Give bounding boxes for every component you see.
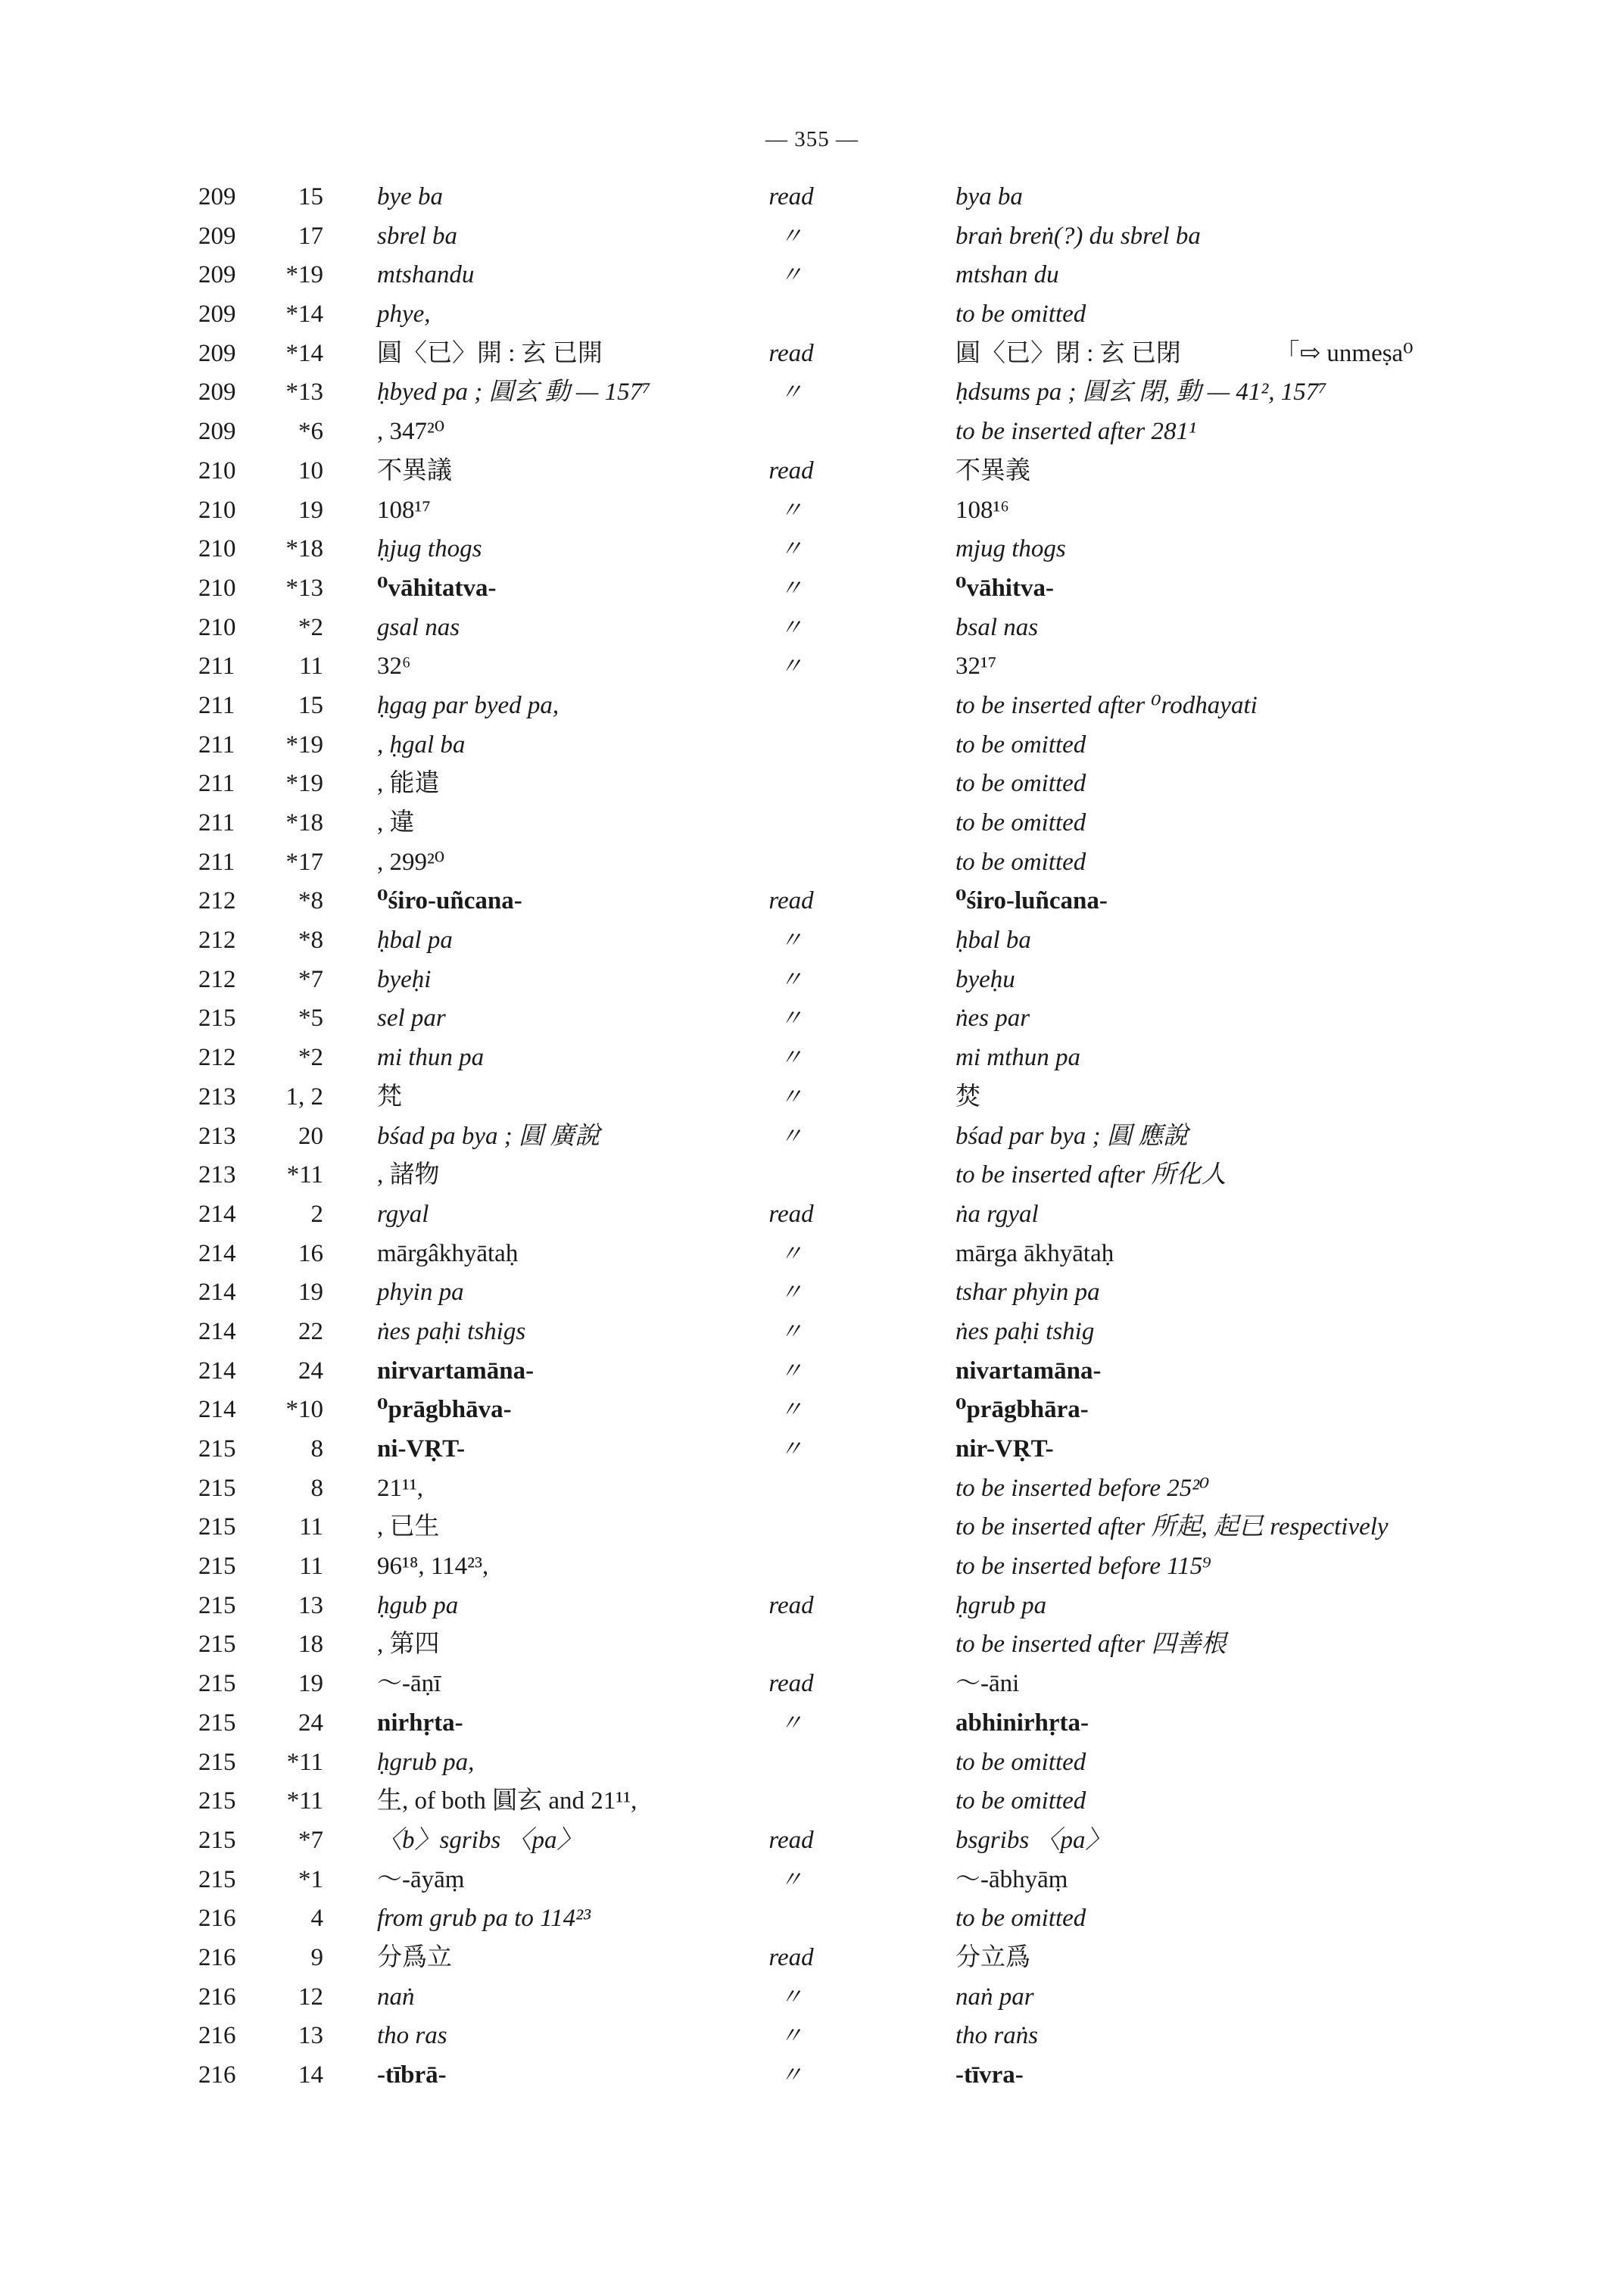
corrected-text: to be inserted after ⁰rodhayati [955,691,1258,719]
corrected-text: nir-VṚT- [955,1435,1054,1463]
original-text: ṅes paḥi tshigs [377,1317,526,1345]
original-text: 圓〈已〉開 : 玄 已開 [377,339,603,367]
correction-action: 〃 [780,1319,803,1344]
line-ref: 13 [298,2022,323,2050]
line-ref: *17 [285,848,323,876]
errata-row [0,726,1624,765]
line-ref: *11 [286,1787,323,1815]
original-text: , 能遣 [377,770,440,798]
corrected-text: to be inserted after 281¹ [955,418,1196,446]
corrected-text: braṅ breṅ(?) du sbrel ba [955,222,1201,250]
correction-action: 〃 [780,1358,803,1384]
corrected-text: to be omitted [955,1748,1086,1776]
line-ref: *11 [286,1748,323,1776]
page-ref: 213 [198,1161,236,1189]
original-text: , 299²⁰ [377,848,445,876]
errata-row [0,609,1624,648]
page-ref: 209 [198,339,236,367]
corrected-text: 32¹⁷ [955,653,997,681]
corrected-text: 108¹⁶ [955,496,1009,524]
correction-action: read [768,339,814,367]
page-ref: 211 [198,653,235,681]
page-ref: 215 [198,1670,236,1698]
line-ref: 2 [310,1200,323,1228]
errata-row [0,1430,1624,1469]
page-ref: 211 [198,691,235,719]
original-text: ⁰vāhitatva- [377,574,497,602]
original-text: phyin pa [377,1279,464,1307]
page-ref: 215 [198,1826,236,1854]
errata-row [0,1273,1624,1313]
errata-row [0,569,1624,609]
page-ref: 215 [198,1005,236,1033]
errata-row [0,1625,1624,1665]
page-ref: 215 [198,1591,236,1619]
original-text: bye ba [377,183,444,210]
line-ref: 11 [299,653,323,681]
correction-action: 〃 [780,380,803,406]
line-ref: *8 [298,887,323,915]
line-ref: 4 [310,1905,323,1933]
correction-action: 〃 [780,1710,803,1736]
line-ref: *2 [298,613,323,641]
corrected-text: to be inserted after 四善根 [955,1631,1227,1659]
original-text: ni-VṚT- [377,1435,466,1463]
corrected-text: to be omitted [955,301,1086,329]
page-ref: 215 [198,1787,236,1815]
line-ref: 24 [298,1709,323,1737]
line-ref: 15 [298,183,323,210]
correction-action: 〃 [780,2024,803,2049]
errata-row [0,882,1624,921]
errata-row [0,1743,1624,1783]
correction-action: 〃 [780,263,803,288]
errata-row [0,1547,1624,1587]
original-text: -tībrā- [377,2061,447,2089]
errata-row [0,1352,1624,1391]
corrected-text: to be omitted [955,770,1086,798]
line-ref: 8 [310,1435,323,1463]
page-ref: 210 [198,574,236,602]
page-ref: 215 [198,1513,236,1541]
original-text: 梵 [377,1083,402,1111]
corrected-text: ṅes par [955,1005,1030,1033]
line-ref: *2 [298,1044,323,1072]
errata-row [0,1861,1624,1900]
page-ref: 209 [198,183,236,210]
errata-row [0,530,1624,569]
page-ref: 214 [198,1239,236,1267]
page-ref: 211 [198,809,235,837]
line-ref: 16 [298,1239,323,1267]
line-ref: *10 [285,1396,323,1424]
original-text: ḥbal pa [377,927,453,955]
corrected-text: to be inserted before 115⁹ [955,1553,1211,1581]
corrected-text: ṅa rgyal [955,1200,1039,1228]
errata-row [0,999,1624,1039]
line-ref: 19 [298,1670,323,1698]
errata-row [0,335,1624,374]
corrected-text: tho raṅs [955,2022,1039,2050]
errata-row [0,413,1624,452]
original-text: 生, of both 圓玄 and 21¹¹, [377,1787,637,1815]
original-text: mārgâkhyātaḥ [377,1239,519,1267]
corrected-text: mi mthun pa [955,1044,1080,1072]
correction-action: 〃 [780,1241,803,1266]
page-ref: 216 [198,2061,236,2089]
page-ref: 211 [198,848,235,876]
corrected-text: to be omitted [955,1905,1086,1933]
line-ref: *14 [285,339,323,367]
corrected-text: naṅ par [955,1983,1034,2011]
errata-row [0,491,1624,531]
line-ref: 19 [298,1279,323,1307]
errata-row [0,452,1624,491]
errata-row [0,647,1624,687]
corrected-text: bsal nas [955,613,1039,641]
errata-row [0,373,1624,413]
errata-row [0,1821,1624,1861]
original-text: 〜-āyāṃ [377,1865,465,1893]
corrected-text: mtshan du [955,261,1059,289]
line-ref: 20 [298,1122,323,1150]
correction-action: read [768,1943,814,1971]
page-ref: 211 [198,731,235,759]
correction-action: read [768,456,814,484]
errata-row [0,1117,1624,1157]
corrected-text: byeḥu [955,965,1015,993]
line-ref: *18 [285,809,323,837]
correction-action: read [768,887,814,915]
errata-row [0,1508,1624,1547]
line-ref: *11 [286,1161,323,1189]
correction-action: 〃 [780,575,803,601]
corrected-text: 不異義 [955,456,1030,484]
corrected-text: to be inserted before 25²⁰ [955,1474,1210,1502]
page-ref: 215 [198,1474,236,1502]
page-ref: 216 [198,1905,236,1933]
original-text: 〈b〉sgribs 〈pa〉 [377,1826,582,1854]
corrected-text: bśad par bya ; 圓 應說 [955,1122,1189,1150]
original-text: byeḥi [377,965,432,993]
line-ref: *13 [285,379,323,407]
original-text: ḥgag par byed pa, [377,691,560,719]
page-ref: 214 [198,1396,236,1424]
original-text: , 諸物 [377,1161,440,1189]
line-ref: 13 [298,1591,323,1619]
original-text: sel par [377,1005,446,1033]
original-text: bśad pa bya ; 圓 廣說 [377,1122,600,1150]
original-text: ḥgub pa [377,1591,459,1619]
line-ref: 11 [299,1513,323,1541]
errata-row [0,1587,1624,1626]
corrected-text: abhinirhṛta- [955,1709,1089,1737]
page-ref: 209 [198,379,236,407]
errata-row [0,765,1624,804]
page-ref: 210 [198,496,236,524]
page-ref: 215 [198,1631,236,1659]
correction-action: read [768,1591,814,1619]
errata-row [0,217,1624,257]
corrected-text: mjug thogs [955,535,1066,563]
original-text: ḥgrub pa, [377,1748,475,1776]
page-ref: 210 [198,613,236,641]
page-ref: 215 [198,1709,236,1737]
correction-action: 〃 [780,1084,803,1110]
original-text: 32⁶ [377,653,411,681]
original-text: 96¹⁸, 114²³, [377,1553,489,1581]
original-text: ḥjug thogs [377,535,482,563]
page-ref: 214 [198,1279,236,1307]
original-text: 21¹¹, [377,1474,424,1502]
page-ref: 209 [198,261,236,289]
correction-action: 〃 [780,615,803,640]
correction-action: 〃 [780,1045,803,1071]
correction-action: 〃 [780,1437,803,1462]
corrected-text: ḥdsums pa ; 圓玄 閉, 動 — 41², 157⁷ [955,379,1327,407]
corrected-text: to be omitted [955,1787,1086,1815]
correction-action: 〃 [780,967,803,992]
page-ref: 215 [198,1435,236,1463]
page-ref: 213 [198,1083,236,1111]
correction-action: 〃 [780,928,803,954]
errata-row [0,256,1624,295]
line-ref: 22 [298,1317,323,1345]
original-text: nirvartamāna- [377,1357,535,1385]
original-text: sbrel ba [377,222,458,250]
errata-row [0,1899,1624,1939]
line-ref: *14 [285,301,323,329]
errata-row [0,1156,1624,1195]
errata-row [0,1391,1624,1430]
correction-action: 〃 [780,654,803,680]
correction-action: 〃 [780,1280,803,1306]
original-text: , 已生 [377,1513,440,1541]
original-text: 不異議 [377,456,452,484]
errata-row [0,843,1624,883]
corrected-text: to be omitted [955,731,1086,759]
page-ref: 215 [198,1748,236,1776]
corrected-text: -tīvra- [955,2061,1024,2089]
line-ref: 19 [298,496,323,524]
errata-row [0,1195,1624,1235]
correction-action: read [768,183,814,210]
corrected-text: to be inserted after 所化人 [955,1161,1227,1189]
page-ref: 209 [198,301,236,329]
page-ref: 216 [198,2022,236,2050]
line-ref: *7 [298,965,323,993]
line-ref: 12 [298,1983,323,2011]
original-text: , 347²⁰ [377,418,445,446]
errata-row [0,1078,1624,1117]
corrected-text: ⁰prāgbhāra- [955,1396,1089,1424]
correction-action: 〃 [780,537,803,562]
errata-row [0,804,1624,843]
page-ref: 209 [198,418,236,446]
line-ref: *6 [298,418,323,446]
original-text: , 違 [377,809,415,837]
errata-row [0,1313,1624,1352]
corrected-text: 〜-ābhyāṃ [955,1865,1068,1893]
corrected-text: 分立爲 [955,1943,1030,1971]
page-ref: 214 [198,1200,236,1228]
original-text: rgyal [377,1200,429,1228]
errata-row [0,295,1624,335]
corrected-text: ⁰śiro-luñcana- [955,887,1108,915]
corrected-text: ṅes paḥi tshig [955,1317,1095,1345]
corrected-text: mārga ākhyātaḥ [955,1239,1114,1267]
errata-row [0,1469,1624,1509]
line-ref: 15 [298,691,323,719]
original-text: 〜-āṇī [377,1670,441,1698]
original-text: ⁰prāgbhāva- [377,1396,512,1424]
original-text: ⁰śiro-uñcana- [377,887,522,915]
correction-action: read [768,1826,814,1854]
page-ref: 211 [198,770,235,798]
correction-action: 〃 [780,223,803,249]
errata-row [0,2056,1624,2095]
corrected-text: 焚 [955,1083,980,1111]
errata-row [0,1665,1624,1704]
original-text: tho ras [377,2022,447,2050]
errata-row [0,1039,1624,1078]
page-ref: 214 [198,1357,236,1385]
errata-row [0,921,1624,961]
correction-action: 〃 [780,1123,803,1149]
corrected-text: to be omitted [955,848,1086,876]
line-ref: *19 [285,770,323,798]
corrected-text: bsgribs 〈pa〉 [955,1826,1111,1854]
corrected-text: ḥgrub pa [955,1591,1047,1619]
line-ref: 18 [298,1631,323,1659]
page-ref: 212 [198,887,236,915]
correction-action: 〃 [780,1867,803,1893]
line-ref: *13 [285,574,323,602]
original-text: ḥbyed pa ; 圓玄 動 — 157⁷ [377,379,651,407]
page-ref: 213 [198,1122,236,1150]
page-ref: 212 [198,965,236,993]
line-ref: 1, 2 [285,1083,323,1111]
page-ref: 215 [198,1865,236,1893]
line-ref: 10 [298,456,323,484]
errata-row [0,1978,1624,2017]
original-text: 分爲立 [377,1943,452,1971]
original-text: 108¹⁷ [377,496,431,524]
original-text: mtshandu [377,261,475,289]
corrected-text: to be omitted [955,809,1086,837]
correction-action: 〃 [780,1006,803,1032]
errata-row [0,178,1624,217]
errata-row [0,1235,1624,1274]
line-ref: 9 [310,1943,323,1971]
line-ref: *19 [285,261,323,289]
line-ref: 14 [298,2061,323,2089]
line-ref: *8 [298,927,323,955]
line-ref: 17 [298,222,323,250]
page-ref: 216 [198,1943,236,1971]
page-ref: 209 [198,222,236,250]
original-text: from grub pa to 114²³ [377,1905,591,1933]
corrected-text: 〜-āni [955,1670,1020,1698]
page-ref: 214 [198,1317,236,1345]
original-text: gsal nas [377,613,460,641]
original-text: mi thun pa [377,1044,485,1072]
correction-action: 〃 [780,1397,803,1423]
corrected-text: to be inserted after 所起, 起已 respectively [955,1513,1389,1541]
errata-row [0,1939,1624,1978]
errata-row [0,2017,1624,2056]
page-ref: 210 [198,456,236,484]
correction-action: 〃 [780,497,803,523]
errata-row [0,687,1624,726]
line-ref: *1 [298,1865,323,1893]
line-ref: 24 [298,1357,323,1385]
line-ref: *5 [298,1005,323,1033]
line-ref: *18 [285,535,323,563]
page-number: — 355 — [765,127,859,151]
line-ref: 11 [299,1553,323,1581]
corrected-text: 圓〈已〉閉 : 玄 已閉 [955,339,1181,367]
cross-reference-note: ｢⇨ unmeṣa⁰ [1287,339,1414,367]
correction-action: read [768,1200,814,1228]
correction-action: read [768,1670,814,1698]
errata-row [0,1782,1624,1821]
corrected-text: tshar phyin pa [955,1279,1100,1307]
page-ref: 212 [198,1044,236,1072]
line-ref: *7 [298,1826,323,1854]
errata-row [0,961,1624,1000]
corrected-text: bya ba [955,183,1023,210]
page-ref: 210 [198,535,236,563]
original-text: phye, [377,301,431,329]
correction-action: 〃 [780,2063,803,2088]
correction-action: 〃 [780,1984,803,2010]
page-ref: 215 [198,1553,236,1581]
line-ref: *19 [285,731,323,759]
original-text: , 第四 [377,1631,440,1659]
page-ref: 216 [198,1983,236,2011]
errata-table [0,178,1624,2095]
line-ref: 8 [310,1474,323,1502]
corrected-text: ⁰vāhitva- [955,574,1054,602]
page-ref: 212 [198,927,236,955]
original-text: naṅ [377,1983,415,2011]
original-text: , ḥgal ba [377,731,466,759]
errata-row [0,1704,1624,1743]
original-text: nirhṛta- [377,1709,463,1737]
corrected-text: nivartamāna- [955,1357,1102,1385]
corrected-text: ḥbal ba [955,927,1031,955]
